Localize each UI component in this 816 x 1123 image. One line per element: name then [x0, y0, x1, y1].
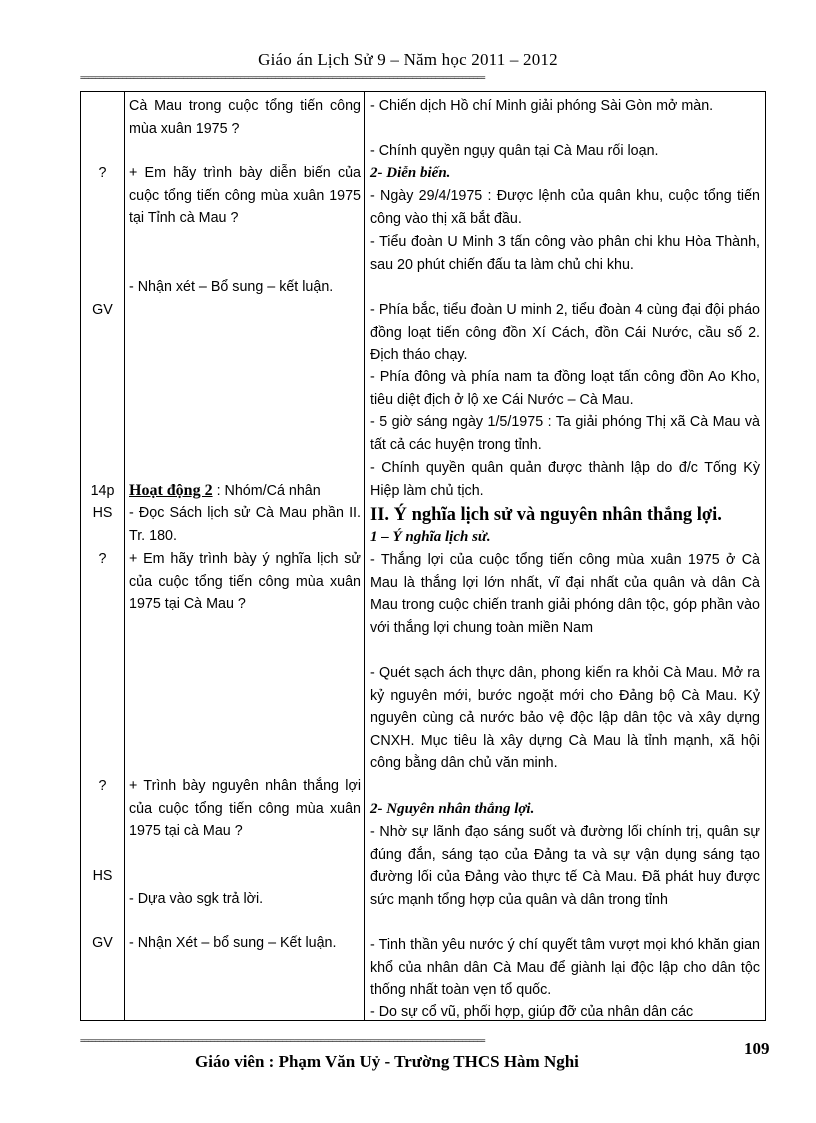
- role-question: ?: [98, 165, 107, 181]
- page-footer: Giáo viên : Phạm Văn Uỷ - Trường THCS Hàm Nghi: [195, 1052, 579, 1071]
- content-paragraph: - Phía đông và phía nam ta đồng loạt tấn công đồn Ao Kho, tiêu diệt địch ở lộ xe Cái Nước – Cà Mau.: [370, 369, 760, 408]
- content-paragraph: - Chiến dịch Hồ chí Minh giải phóng Sài Gòn mở màn.: [370, 98, 714, 114]
- lesson-table: [80, 91, 766, 1021]
- content-paragraph: - Nhờ sự lãnh đạo sáng suốt và đường lối chính trị, quân sự đúng đắn, sáng tạo của Đảng ta và sự vận dụng sáng tạo đường lối của Đảng vào thực tế Cà Mau. Đã phát huy được sức mạnh tổng hợp của quân và dân trong tỉnh: [370, 824, 760, 908]
- footer-rule: ==========================================================================================================: [80, 1037, 485, 1045]
- activity-heading: [129, 480, 361, 503]
- content-paragraph: - Quét sạch ách thực dân, phong kiến ra khỏi Cà Mau. Mở ra kỷ nguyên mới, bước ngoặt mới cho Đảng bộ Cà Mau. Kỷ nguyên cùng cả nước bảo vệ độc lập dân tộc và xây dựng CNXH. Mục tiêu là xây dựng Cà Mau là tỉnh mạnh, xã hội công bằng dân chủ văn minh.: [370, 665, 760, 772]
- column-divider: [364, 92, 365, 1020]
- header-rule: ==========================================================================================================: [80, 74, 485, 82]
- content-subheading: 1 – Ý nghĩa lịch sử.: [370, 529, 491, 545]
- content-paragraph: - Tiểu đoàn U Minh 3 tấn công vào phân chi khu Hòa Thành, sau 20 phút chiến đấu ta làm chủ chi khu.: [370, 234, 760, 273]
- content-paragraph: - Chính quyền quân quản được thành lập do đ/c Tống Kỳ Hiệp làm chủ tịch.: [370, 460, 760, 499]
- activity-question: + Trình bày nguyên nhân thắng lợi của cuộc tổng tiến công mùa xuân 1975 tại cà Mau ?: [129, 778, 361, 840]
- content-paragraph: - Thắng lợi của cuộc tổng tiến công mùa xuân 1975 ở Cà Mau là thắng lợi lớn nhất, vĩ đại nhất của quân và dân Cà Mau trong cuộc chiến tranh giải phóng dân tộc, góp phần vào với thắng lợi chung toàn miền Nam: [370, 552, 760, 636]
- role-teacher: GV: [92, 935, 113, 951]
- page-header-title: Giáo án Lịch Sử 9 – Năm học 2011 – 2012: [258, 50, 558, 69]
- role-student: HS: [92, 505, 113, 521]
- content-paragraph: - Do sự cổ vũ, phối hợp, giúp đỡ của nhân dân các: [370, 1004, 694, 1020]
- content-paragraph: - Tinh thần yêu nước ý chí quyết tâm vượt mọi khó khăn gian khổ của nhân dân Cà Mau để giành lại độc lập cho dân tộc thống nhất toàn vẹn tổ quốc.: [370, 937, 760, 999]
- content-paragraph: - 5 giờ sáng ngày 1/5/1975 : Ta giải phóng Thị xã Cà Mau và tất cả các huyện trong tỉnh.: [370, 414, 760, 453]
- activity-question: + Em hãy trình bày ý nghĩa lịch sử của cuộc tổng tiến công mùa xuân 1975 tại Cà Mau ?: [129, 551, 361, 613]
- page-number: 109: [744, 1039, 770, 1058]
- role-teacher: GV: [92, 302, 113, 318]
- content-paragraph: - Phía bắc, tiểu đoàn U minh 2, tiểu đoàn 4 cùng đại đội pháo đồng loạt tiến công đồn Xí Cách, đồn Cái Nước, cầu số 2. Địch tháo chạy.: [370, 302, 760, 364]
- content-subheading: 2- Diễn biến.: [370, 165, 451, 181]
- activity-text: - Nhận Xét – bổ sung – Kết luận.: [129, 935, 337, 951]
- role-student: HS: [92, 868, 113, 884]
- role-time: 14p: [90, 483, 115, 499]
- content-paragraph: - Ngày 29/4/1975 : Được lệnh của quân khu, cuộc tổng tiến công vào thị xã bắt đầu.: [370, 188, 760, 227]
- content-paragraph: - Chính quyền ngụy quân tại Cà Mau rối loạn.: [370, 143, 659, 159]
- activity-text: - Nhận xét – Bổ sung – kết luận.: [129, 279, 334, 295]
- activity-heading-mode: : Nhóm/Cá nhân: [216, 483, 321, 499]
- activity-text: - Đọc Sách lịch sử Cà Mau phần II. Tr. 180.: [129, 505, 361, 544]
- activity-heading-title: Hoạt động 2: [129, 482, 213, 499]
- activity-text: Cà Mau trong cuộc tổng tiến công mùa xuân 1975 ?: [129, 98, 361, 137]
- activity-question: + Em hãy trình bày diễn biến của cuộc tổng tiến công mùa xuân 1975 tại Tỉnh cà Mau ?: [129, 165, 361, 227]
- role-question: ?: [98, 551, 107, 567]
- column-divider: [124, 92, 125, 1020]
- role-question: ?: [98, 778, 107, 794]
- section-heading: II. Ý nghĩa lịch sử và nguyên nhân thắng lợi.: [370, 505, 722, 525]
- activity-text: - Dựa vào sgk trả lời.: [129, 891, 264, 907]
- content-subheading: 2- Nguyên nhân thắng lợi.: [370, 801, 535, 817]
